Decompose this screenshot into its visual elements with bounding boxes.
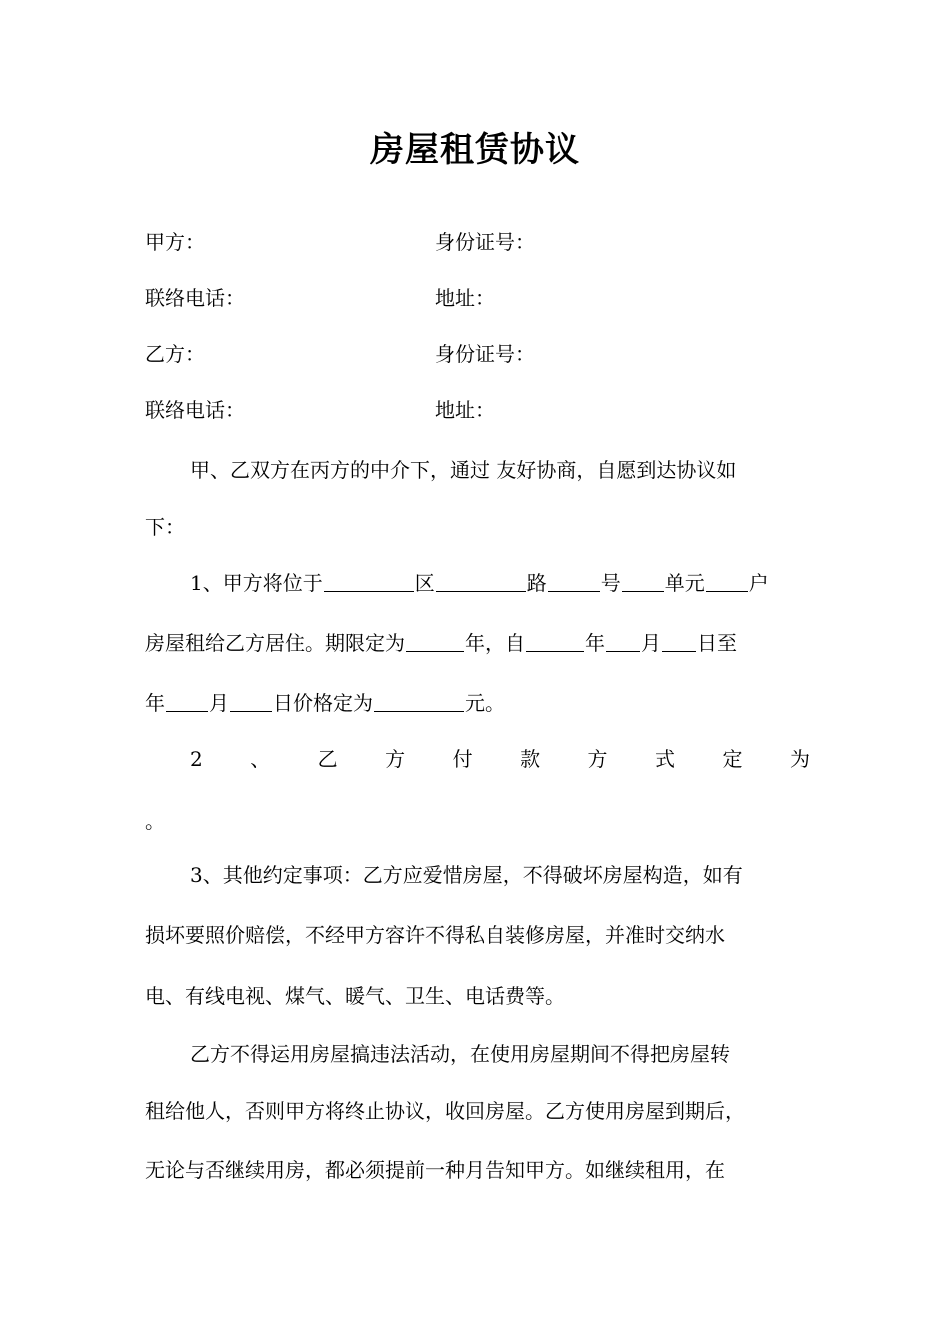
- clause-3-line-1: 3、其他约定事项：乙方应爱惜房屋，不得破坏房屋构造，如有: [190, 863, 743, 887]
- clause-1-text: 房屋租给乙方居住。期限定为: [145, 631, 405, 655]
- term-years-blank: [406, 631, 464, 652]
- clause-2-char: 款: [520, 747, 541, 771]
- party-a-address-label: 地址：: [435, 286, 495, 310]
- start-year-blank: [526, 631, 584, 652]
- clause-1-text: 1、甲方将位于: [190, 571, 323, 595]
- end-month-blank: [166, 691, 208, 712]
- clause-1-text: 日价格定为: [273, 691, 373, 715]
- party-a-id-label: 身份证号：: [435, 230, 535, 254]
- clause-1-text: 路: [526, 571, 547, 595]
- clause-2-char: 、: [250, 747, 271, 771]
- clause-1-line-3: [145, 690, 810, 716]
- party-b-label: 乙方：: [145, 342, 205, 366]
- party-a-label: 甲方：: [145, 230, 205, 254]
- start-day-blank: [662, 631, 696, 652]
- clause-1-text: 日至: [697, 631, 737, 655]
- clause-1-text: 区: [414, 571, 435, 595]
- clause-2-char: 方: [385, 747, 406, 771]
- paragraph-4-line-1: 乙方不得运用房屋搞违法活动，在使用房屋期间不得把房屋转: [190, 1042, 730, 1066]
- price-blank: [374, 691, 464, 712]
- intro-line-2: 下：: [145, 515, 185, 539]
- document-title: 房屋租赁协议: [370, 130, 580, 170]
- clause-2-char: 付: [452, 747, 473, 771]
- paragraph-4-line-3: 无论与否继续用房，都必须提前一种月告知甲方。如继续租用，在: [145, 1158, 725, 1182]
- clause-3-line-2: 损坏要照价赔偿，不经甲方容许不得私自装修房屋，并准时交纳水: [145, 923, 725, 947]
- clause-1-text: 月: [641, 631, 661, 655]
- clause-1-text: 号: [600, 571, 621, 595]
- clause-1-text: 年: [585, 631, 605, 655]
- number-blank: [548, 571, 600, 592]
- clause-2-char: 为: [789, 747, 810, 771]
- clause-1-text: 户: [748, 571, 769, 595]
- clause-2-char: 定: [722, 747, 743, 771]
- paragraph-4-line-2: 租给他人，否则甲方将终止协议，收回房屋。乙方使用房屋到期后，: [145, 1099, 745, 1123]
- clause-2-end: 。: [145, 809, 165, 833]
- start-month-blank: [606, 631, 640, 652]
- clause-2-line-1: [190, 746, 810, 772]
- end-day-blank: [230, 691, 272, 712]
- clause-3-line-3: 电、有线电视、煤气、暖气、卫生、电话费等。: [145, 984, 565, 1008]
- clause-1-line-2: [145, 630, 810, 656]
- clause-2-char: 方: [587, 747, 608, 771]
- clause-1-text: 月: [209, 691, 229, 715]
- clause-2-char: 乙: [317, 747, 338, 771]
- unit-blank: [622, 571, 664, 592]
- party-b-address-label: 地址：: [435, 398, 495, 422]
- clause-1-text: 年: [145, 691, 165, 715]
- clause-1-text: 年，自: [465, 631, 525, 655]
- clause-2-char: 2: [190, 747, 203, 771]
- road-blank: [436, 571, 526, 592]
- clause-2-char: 式: [655, 747, 676, 771]
- party-b-id-label: 身份证号：: [435, 342, 535, 366]
- intro-line-1: 甲、乙双方在丙方的中介下，通过 友好协商，自愿到达协议如: [190, 458, 737, 482]
- clause-1-text: 单元: [664, 571, 705, 595]
- party-a-phone-label: 联络电话：: [145, 286, 245, 310]
- district-blank: [324, 571, 414, 592]
- party-b-phone-label: 联络电话：: [145, 398, 245, 422]
- household-blank: [706, 571, 748, 592]
- clause-1-text: 元。: [465, 691, 505, 715]
- clause-1-line-1: [190, 570, 810, 596]
